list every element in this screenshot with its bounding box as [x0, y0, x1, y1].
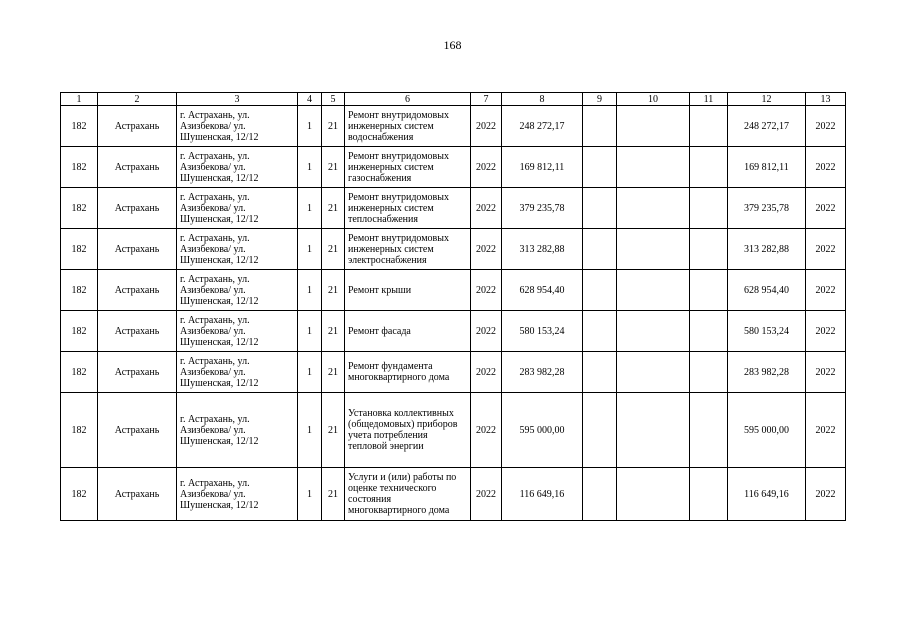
table-row	[61, 468, 846, 521]
column-header: 13	[806, 93, 846, 106]
year-cell: 2022	[471, 352, 502, 393]
column-9-cell	[583, 270, 617, 311]
year-end-cell: 2022	[806, 270, 846, 311]
column-9-cell	[583, 393, 617, 468]
row-number: 182	[61, 270, 98, 311]
table-row	[61, 270, 846, 311]
city-cell: Астрахань	[98, 106, 177, 147]
work-type-cell: Ремонт внутридомовых инженерных систем электроснабжения	[345, 229, 471, 270]
cost-cell: 580 153,24	[502, 311, 583, 352]
total-cell: 283 982,28	[728, 352, 806, 393]
city-cell: Астрахань	[98, 270, 177, 311]
address-cell: г. Астрахань, ул. Азизбекова/ ул. Шушенская, 12/12	[177, 468, 298, 521]
total-cell: 580 153,24	[728, 311, 806, 352]
address-cell: г. Астрахань, ул. Азизбекова/ ул. Шушенская, 12/12	[177, 311, 298, 352]
column-11-cell	[690, 393, 728, 468]
column-header: 3	[177, 93, 298, 106]
column-header: 7	[471, 93, 502, 106]
year-cell: 2022	[471, 393, 502, 468]
column-11-cell	[690, 311, 728, 352]
cost-cell: 248 272,17	[502, 106, 583, 147]
column-header: 6	[345, 93, 471, 106]
year-cell: 2022	[471, 106, 502, 147]
work-type-cell: Ремонт фундамента многоквартирного дома	[345, 352, 471, 393]
row-number: 182	[61, 229, 98, 270]
column-header: 10	[617, 93, 690, 106]
year-cell: 2022	[471, 147, 502, 188]
column-header: 1	[61, 93, 98, 106]
column-11-cell	[690, 106, 728, 147]
row-number: 182	[61, 393, 98, 468]
year-end-cell: 2022	[806, 468, 846, 521]
column-header: 12	[728, 93, 806, 106]
cost-cell: 116 649,16	[502, 468, 583, 521]
total-cell: 116 649,16	[728, 468, 806, 521]
column-11-cell	[690, 188, 728, 229]
column-10-cell	[617, 270, 690, 311]
work-type-cell: Ремонт крыши	[345, 270, 471, 311]
row-number: 182	[61, 352, 98, 393]
table-row	[61, 229, 846, 270]
column-9-cell	[583, 468, 617, 521]
table-row	[61, 311, 846, 352]
column-9-cell	[583, 147, 617, 188]
work-type-cell: Ремонт внутридомовых инженерных систем теплоснабжения	[345, 188, 471, 229]
column-9-cell	[583, 352, 617, 393]
column-4-cell: 1	[298, 393, 322, 468]
year-cell: 2022	[471, 270, 502, 311]
year-cell: 2022	[471, 468, 502, 521]
table-row	[61, 147, 846, 188]
address-cell: г. Астрахань, ул. Азизбекова/ ул. Шушенская, 12/12	[177, 188, 298, 229]
column-10-cell	[617, 147, 690, 188]
column-5-cell: 21	[322, 352, 345, 393]
cost-cell: 313 282,88	[502, 229, 583, 270]
year-end-cell: 2022	[806, 147, 846, 188]
column-5-cell: 21	[322, 468, 345, 521]
table-row	[61, 352, 846, 393]
address-cell: г. Астрахань, ул. Азизбекова/ ул. Шушенская, 12/12	[177, 147, 298, 188]
total-cell: 628 954,40	[728, 270, 806, 311]
column-4-cell: 1	[298, 468, 322, 521]
work-type-cell: Ремонт фасада	[345, 311, 471, 352]
city-cell: Астрахань	[98, 188, 177, 229]
total-cell: 313 282,88	[728, 229, 806, 270]
column-9-cell	[583, 188, 617, 229]
column-header: 4	[298, 93, 322, 106]
year-cell: 2022	[471, 229, 502, 270]
year-cell: 2022	[471, 188, 502, 229]
column-9-cell	[583, 229, 617, 270]
row-number: 182	[61, 106, 98, 147]
work-type-cell: Ремонт внутридомовых инженерных систем водоснабжения	[345, 106, 471, 147]
cost-cell: 379 235,78	[502, 188, 583, 229]
column-4-cell: 1	[298, 229, 322, 270]
cost-cell: 169 812,11	[502, 147, 583, 188]
column-11-cell	[690, 270, 728, 311]
column-9-cell	[583, 311, 617, 352]
column-header: 8	[502, 93, 583, 106]
work-type-cell: Услуги и (или) работы по оценке технического состояния многоквартирного дома	[345, 468, 471, 521]
city-cell: Астрахань	[98, 468, 177, 521]
column-5-cell: 21	[322, 188, 345, 229]
column-11-cell	[690, 147, 728, 188]
row-number: 182	[61, 188, 98, 229]
column-5-cell: 21	[322, 311, 345, 352]
column-5-cell: 21	[322, 270, 345, 311]
year-end-cell: 2022	[806, 311, 846, 352]
cost-cell: 283 982,28	[502, 352, 583, 393]
column-5-cell: 21	[322, 229, 345, 270]
address-cell: г. Астрахань, ул. Азизбекова/ ул. Шушенская, 12/12	[177, 229, 298, 270]
column-5-cell: 21	[322, 147, 345, 188]
column-5-cell: 21	[322, 393, 345, 468]
city-cell: Астрахань	[98, 147, 177, 188]
work-type-cell: Установка коллективных (общедомовых) приборов учета потребления тепловой энергии	[345, 393, 471, 468]
address-cell: г. Астрахань, ул. Азизбекова/ ул. Шушенская, 12/12	[177, 393, 298, 468]
total-cell: 248 272,17	[728, 106, 806, 147]
row-number: 182	[61, 147, 98, 188]
table-row	[61, 106, 846, 147]
column-10-cell	[617, 468, 690, 521]
city-cell: Астрахань	[98, 393, 177, 468]
address-cell: г. Астрахань, ул. Азизбекова/ ул. Шушенская, 12/12	[177, 106, 298, 147]
column-9-cell	[583, 106, 617, 147]
city-cell: Астрахань	[98, 311, 177, 352]
column-header: 2	[98, 93, 177, 106]
city-cell: Астрахань	[98, 352, 177, 393]
column-4-cell: 1	[298, 147, 322, 188]
city-cell: Астрахань	[98, 229, 177, 270]
column-header: 11	[690, 93, 728, 106]
row-number: 182	[61, 468, 98, 521]
total-cell: 379 235,78	[728, 188, 806, 229]
column-4-cell: 1	[298, 352, 322, 393]
year-cell: 2022	[471, 311, 502, 352]
column-11-cell	[690, 229, 728, 270]
works-table	[60, 92, 846, 521]
work-type-cell: Ремонт внутридомовых инженерных систем газоснабжения	[345, 147, 471, 188]
cost-cell: 595 000,00	[502, 393, 583, 468]
column-4-cell: 1	[298, 188, 322, 229]
column-header: 5	[322, 93, 345, 106]
column-4-cell: 1	[298, 106, 322, 147]
page-number: 168	[443, 38, 462, 52]
column-10-cell	[617, 229, 690, 270]
address-cell: г. Астрахань, ул. Азизбекова/ ул. Шушенская, 12/12	[177, 270, 298, 311]
cost-cell: 628 954,40	[502, 270, 583, 311]
address-cell: г. Астрахань, ул. Азизбекова/ ул. Шушенская, 12/12	[177, 352, 298, 393]
year-end-cell: 2022	[806, 352, 846, 393]
total-cell: 595 000,00	[728, 393, 806, 468]
column-10-cell	[617, 393, 690, 468]
header-row	[61, 93, 846, 106]
column-11-cell	[690, 352, 728, 393]
table-row	[61, 393, 846, 468]
table-row	[61, 188, 846, 229]
year-end-cell: 2022	[806, 229, 846, 270]
column-4-cell: 1	[298, 311, 322, 352]
column-10-cell	[617, 311, 690, 352]
column-header: 9	[583, 93, 617, 106]
total-cell: 169 812,11	[728, 147, 806, 188]
column-5-cell: 21	[322, 106, 345, 147]
column-11-cell	[690, 468, 728, 521]
column-10-cell	[617, 106, 690, 147]
column-10-cell	[617, 188, 690, 229]
year-end-cell: 2022	[806, 188, 846, 229]
row-number: 182	[61, 311, 98, 352]
column-4-cell: 1	[298, 270, 322, 311]
column-10-cell	[617, 352, 690, 393]
year-end-cell: 2022	[806, 106, 846, 147]
year-end-cell: 2022	[806, 393, 846, 468]
